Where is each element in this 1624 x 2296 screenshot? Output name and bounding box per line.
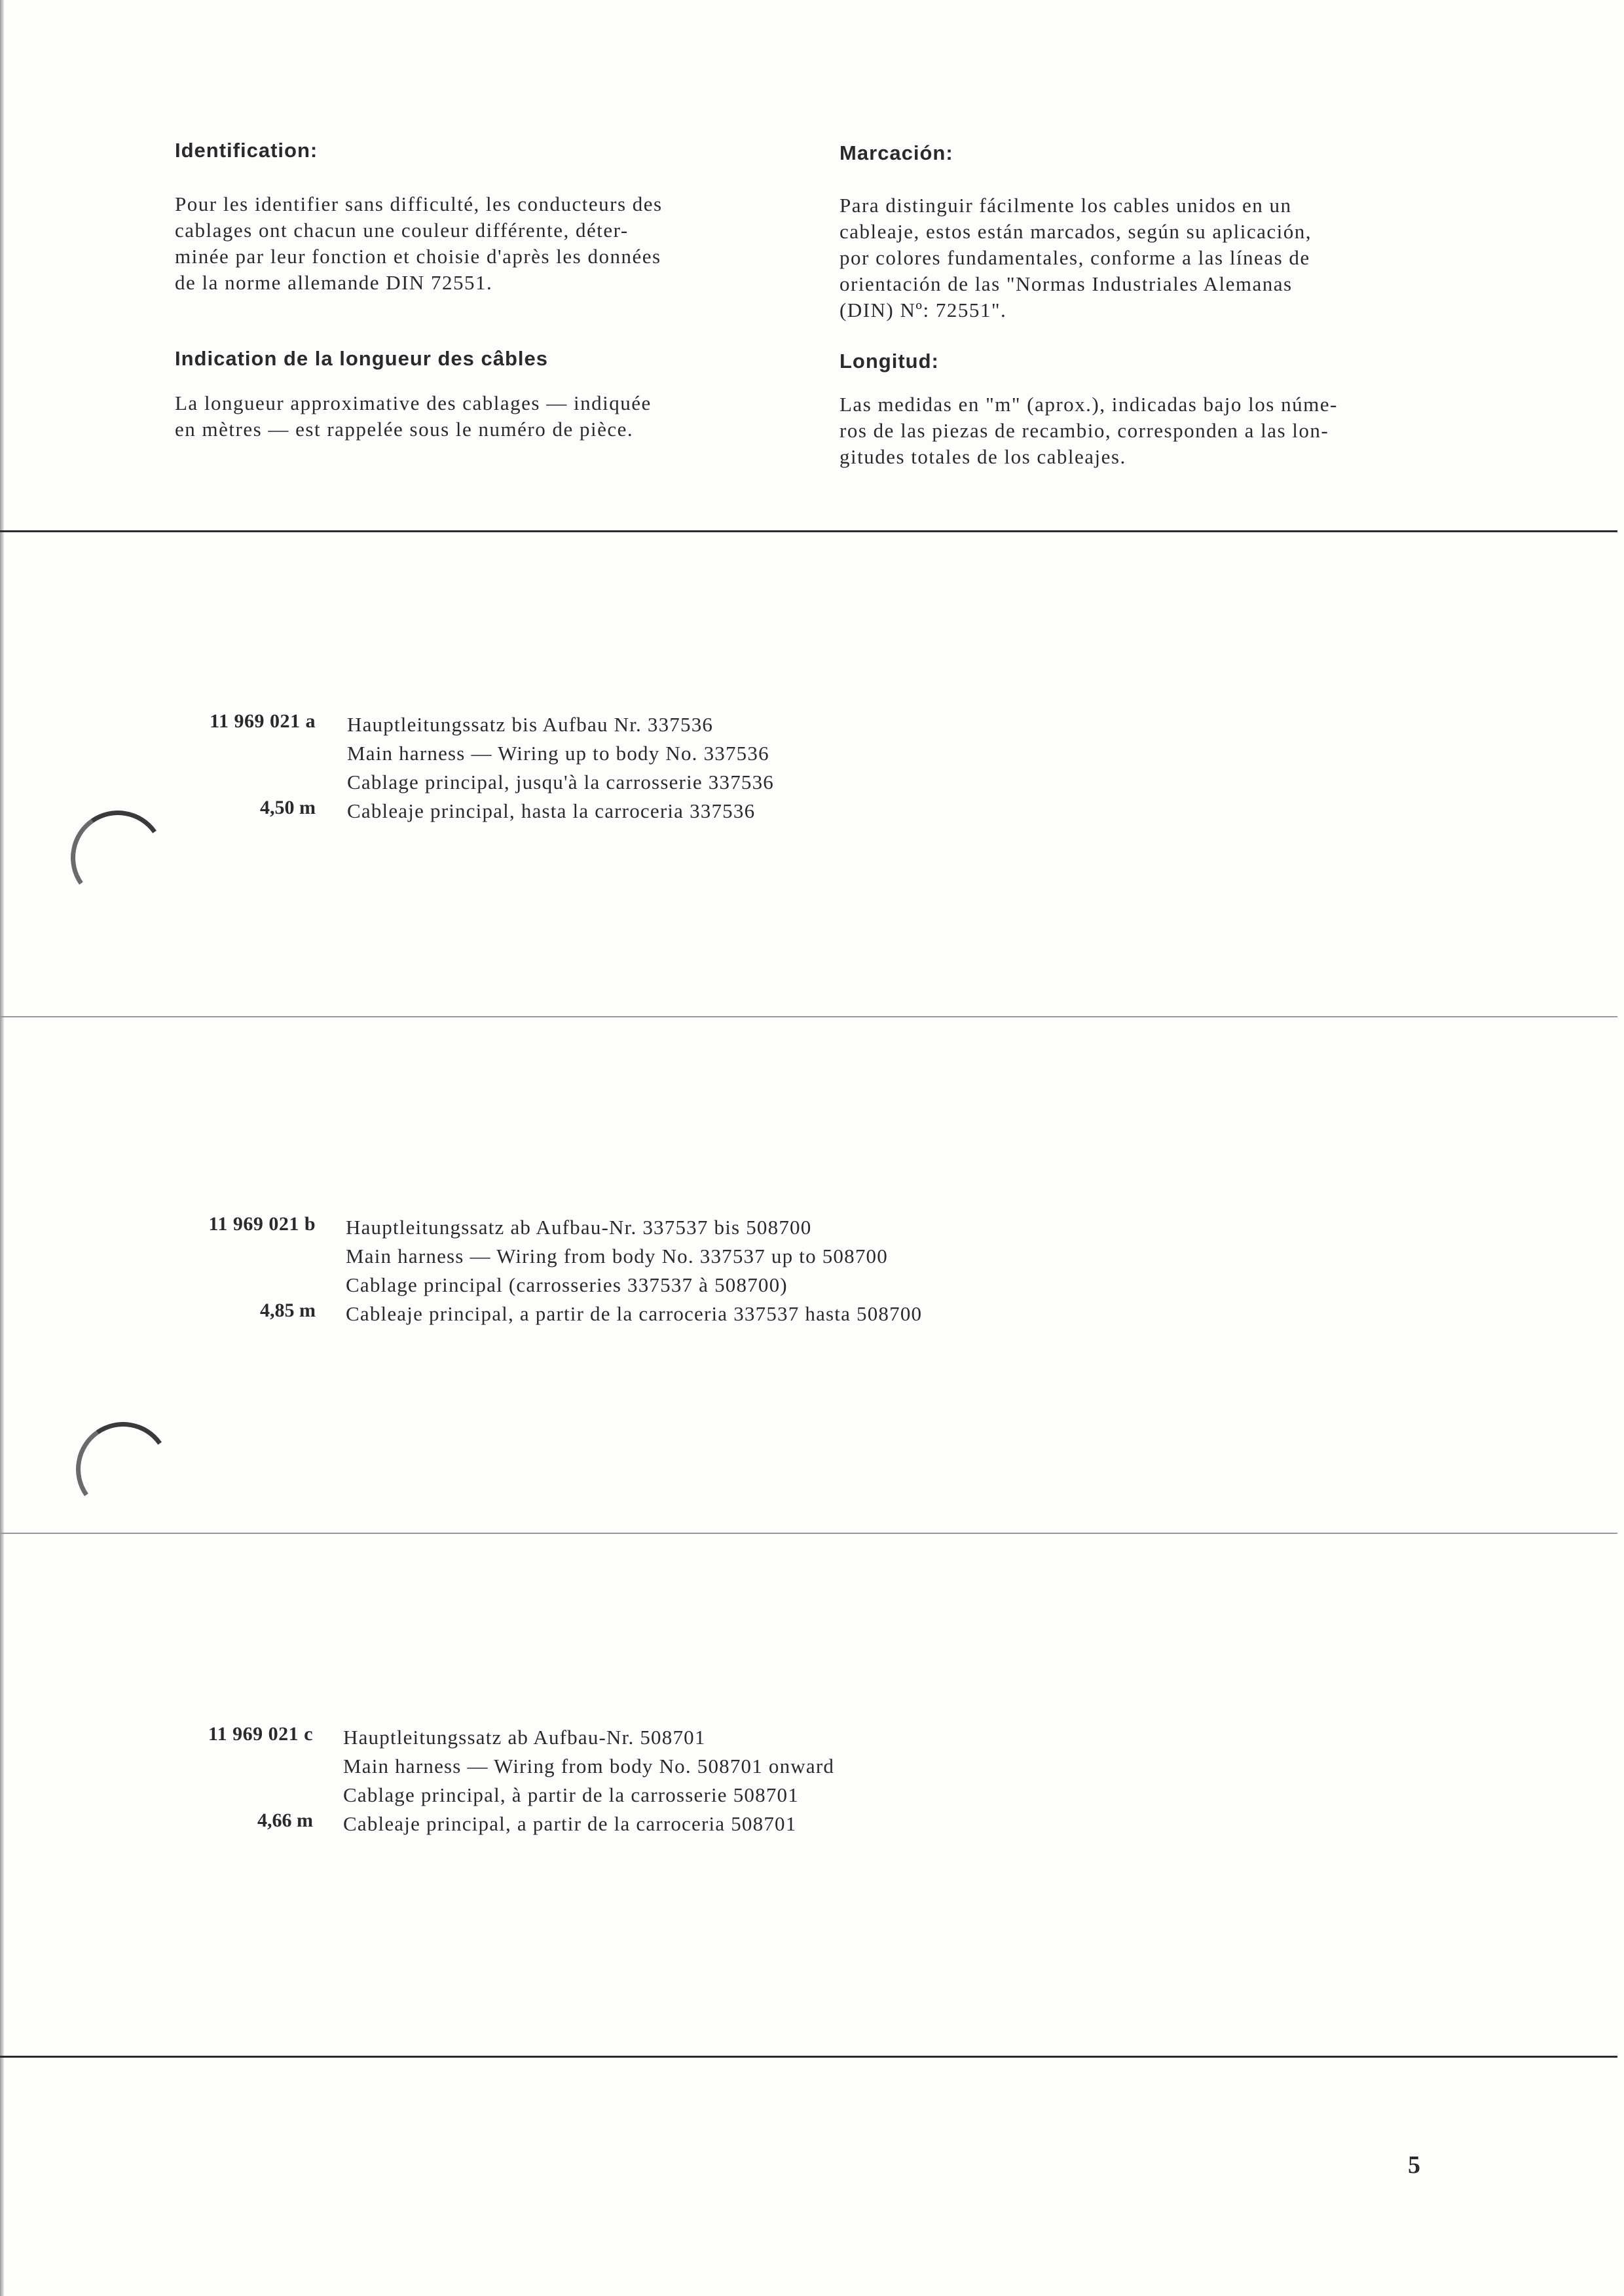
description-line-fr: Cablage principal, jusqu'à la carrosserie 337536 <box>347 771 774 793</box>
part-entry <box>0 710 1624 841</box>
part-number: 11 969 021 b <box>208 1213 316 1235</box>
es-marcacion-line: cableaje, estos están marcados, según su aplicación, <box>840 220 1312 243</box>
es-longitud-block <box>840 350 1435 470</box>
fr-identification-heading: Identification: <box>175 139 318 162</box>
description-line-es: Cableaje principal, a partir de la carroceria 508701 <box>343 1812 797 1835</box>
description-line-en: Main harness — Wiring up to body No. 337536 <box>347 742 769 765</box>
part-length: 4,66 m <box>257 1810 313 1831</box>
es-marcacion-line: (DIN) Nº: 72551". <box>840 299 1007 321</box>
fr-identification-line: Pour les identifier sans difficulté, les conducteurs des <box>175 192 663 215</box>
fr-identification-line: cablages ont chacun une couleur différente, déter- <box>175 219 629 242</box>
es-longitud-heading: Longitud: <box>840 350 939 373</box>
page-number: 5 <box>1408 2151 1420 2179</box>
description-line-en: Main harness — Wiring from body No. 508701 onward <box>343 1755 835 1777</box>
part-entry <box>0 1213 1624 1344</box>
part-description <box>346 1213 922 1328</box>
punch-hole <box>69 1415 178 1524</box>
es-marcacion-heading: Marcación: <box>840 141 953 164</box>
description-line-es: Cableaje principal, a partir de la carroceria 337537 hasta 508700 <box>346 1302 923 1325</box>
fr-identification-line: minée par leur fonction et choisie d'après les données <box>175 245 661 268</box>
fr-longueur-line: en mètres — est rappelée sous le numéro de pièce. <box>175 418 634 441</box>
description-line-fr: Cablage principal (carrosseries 337537 à 508700) <box>346 1273 788 1296</box>
part-entry <box>0 1723 1624 1854</box>
section-divider <box>0 530 1617 532</box>
es-longitud-line: Las medidas en "m" (aprox.), indicadas bajo los núme- <box>840 393 1338 416</box>
part-length: 4,50 m <box>260 797 316 818</box>
description-line-de: Hauptleitungssatz bis Aufbau Nr. 337536 <box>347 713 714 736</box>
page-left-edge <box>0 0 4 2296</box>
es-longitud-line: gitudes totales de los cableajes. <box>840 445 1126 468</box>
fr-longueur-block <box>175 347 777 443</box>
es-marcacion-line: Para distinguir fácilmente los cables unidos en un <box>840 194 1292 217</box>
part-number: 11 969 021 a <box>210 710 316 732</box>
section-divider <box>0 2056 1617 2058</box>
part-description <box>343 1723 834 1838</box>
section-divider <box>0 1016 1617 1017</box>
fr-identification-line: de la norme allemande DIN 72551. <box>175 271 493 294</box>
part-length: 4,85 m <box>260 1300 316 1321</box>
es-marcacion-line: por colores fundamentales, conforme a las líneas de <box>840 246 1310 269</box>
es-marcacion-block <box>840 141 1435 323</box>
fr-longueur-heading: Indication de la longueur des câbles <box>175 347 549 370</box>
description-line-en: Main harness — Wiring from body No. 337537 up to 508700 <box>346 1245 888 1267</box>
section-divider <box>0 1533 1617 1534</box>
es-longitud-line: ros de las piezas de recambio, corresponden a las lon- <box>840 419 1329 442</box>
fr-longueur-line: La longueur approximative des cablages — indiquée <box>175 392 652 414</box>
es-marcacion-line: orientación de las "Normas Industriales Alemanas <box>840 272 1293 295</box>
description-line-de: Hauptleitungssatz ab Aufbau-Nr. 337537 bis 508700 <box>346 1216 812 1239</box>
part-description <box>347 710 774 826</box>
description-line-es: Cableaje principal, hasta la carroceria 337536 <box>347 799 756 822</box>
description-line-de: Hauptleitungssatz ab Aufbau-Nr. 508701 <box>343 1726 706 1749</box>
description-line-fr: Cablage principal, à partir de la carrosserie 508701 <box>343 1783 799 1806</box>
part-number: 11 969 021 c <box>208 1723 313 1745</box>
fr-identification-block <box>175 139 777 296</box>
